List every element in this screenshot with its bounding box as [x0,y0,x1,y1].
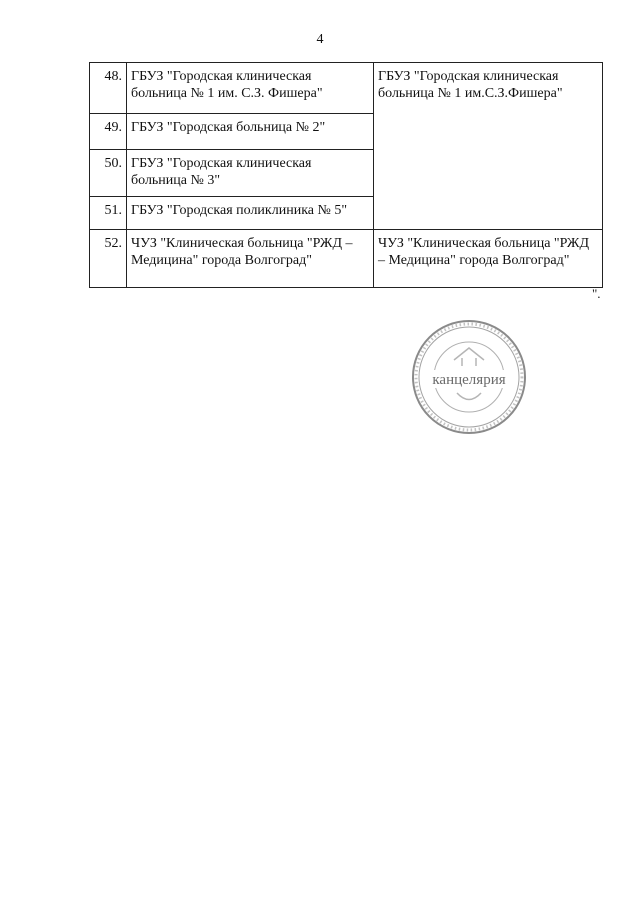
row-number: 49. [90,114,127,150]
institutions-table [89,62,603,288]
table-row [90,63,603,114]
institution-name: ГБУЗ "Городская поликлиника № 5" [127,197,374,230]
office-stamp-seal [410,318,528,436]
institution-name: ГБУЗ "Городская клиническая больница № 3" [127,150,374,197]
institution-name: ГБУЗ "Городская больница № 2" [127,114,374,150]
assigned-organization: ЧУЗ "Клиническая больница "РЖД – Медицина" города Волгоград" [374,230,603,288]
stamp-text: канцелярия [432,372,506,388]
closing-quote: ". [592,286,601,301]
institution-name: ГБУЗ "Городская клиническая больница № 1 им. С.З. Фишера" [127,63,374,114]
page-number: 4 [316,32,324,47]
table-row [90,230,603,288]
assigned-organization: ГБУЗ "Городская клиническая больница № 1 им.С.З.Фишера" [374,63,603,230]
institution-name: ЧУЗ "Клиническая больница "РЖД – Медицина" города Волгоград" [127,230,374,288]
row-number: 50. [90,150,127,197]
row-number: 51. [90,197,127,230]
row-number: 52. [90,230,127,288]
row-number: 48. [90,63,127,114]
